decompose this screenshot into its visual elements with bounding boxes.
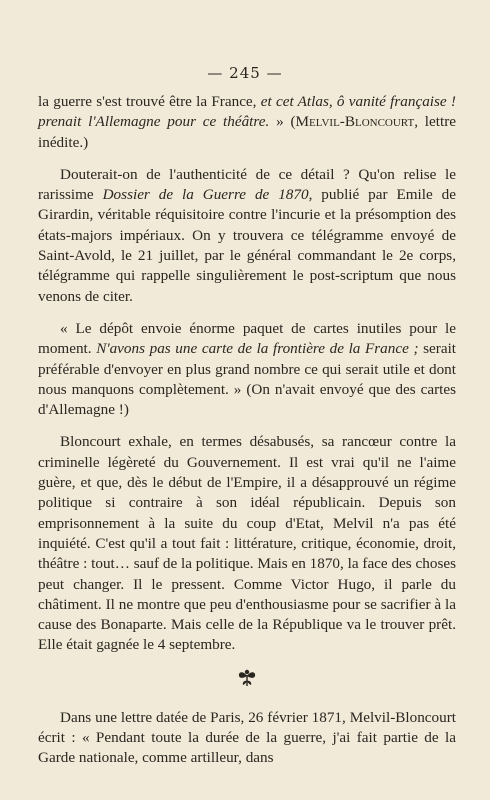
paragraph-3	[38, 319, 456, 420]
p1-author-name: Melvil-Bloncourt	[295, 113, 415, 131]
p2-text-c: , publié par Emile de Girardin, véritable réquisitoire contre l'incurie et la présomption des états-majors impériaux. On y trouvera ce télégramme envoyé de Saint-Avold, le 21 juillet, par le général commandant le 2e corps, télégramme qui rappelle singulièrement le post-scriptum que nous venons de citer.	[38, 186, 456, 305]
body-text	[38, 92, 456, 769]
paragraph-5: Dans une lettre datée de Paris, 26 février 1871, Melvil-Bloncourt écrit : « Pendant toute la durée de la guerre, j'ai fait partie de la Garde nationale, comme artilleur, dans	[38, 708, 456, 767]
p1-text-c: » (	[269, 113, 296, 131]
p2-italic-title: Dossier de la Guerre de 1870	[102, 186, 309, 204]
p2-text-a: Douterait-on de l'authenticité de ce détail ? Qu'on relise le rarissime	[38, 165, 456, 204]
p1-italic-quote: et cet Atlas, ô vanité française ! prenait l'Allemagne pour ce théâtre.	[38, 93, 456, 131]
p1-text-a: la guerre s'est trouvé être la France,	[38, 93, 261, 110]
paragraph-4: Bloncourt exhale, en termes désabusés, sa rancœur contre la criminelle légèreté du Gouvernement. Il est vrai qu'il ne l'aime guère, et que, dès le début de l'Empire, il a désapprouvé un régime politique si contraire à son idéal républicain. Depuis son emprisonnement à la suite du coup d'Etat, Melvil n'a pas été inquiété. C'est qu'il a tout fait : littérature, critique, économie, droit, théâtre : tout… sauf de la politique. Mais en 1870, la face des choses peut changer. Il le pressent. Comme Victor Hugo, il parle du châtiment. Il ne montre que peu d'enthousiasme pour se sacrifier à la cause des Bonaparte. Mais celle de la République va le trouver prêt. Elle était gagnée le 4 septembre.	[38, 433, 456, 654]
p3-text-a: « Le dépôt envoie énorme paquet de cartes inutiles pour le moment.	[38, 319, 456, 358]
paragraph-2	[38, 165, 456, 307]
paragraph-1	[38, 92, 456, 153]
p1-text-e: , lettre inédite.)	[38, 113, 456, 151]
p3-italic-quote: N'avons pas une carte de la frontière de la France ;	[96, 340, 419, 358]
fleuron-icon	[38, 668, 456, 696]
p3-text-c: serait préférable d'envoyer en plus grand nombre ce qui serait utile et dont nous manquons complètement. » (On n'avait envoyé que des cartes d'Allemagne !)	[38, 340, 457, 419]
page-number: — 245 —	[207, 64, 283, 82]
